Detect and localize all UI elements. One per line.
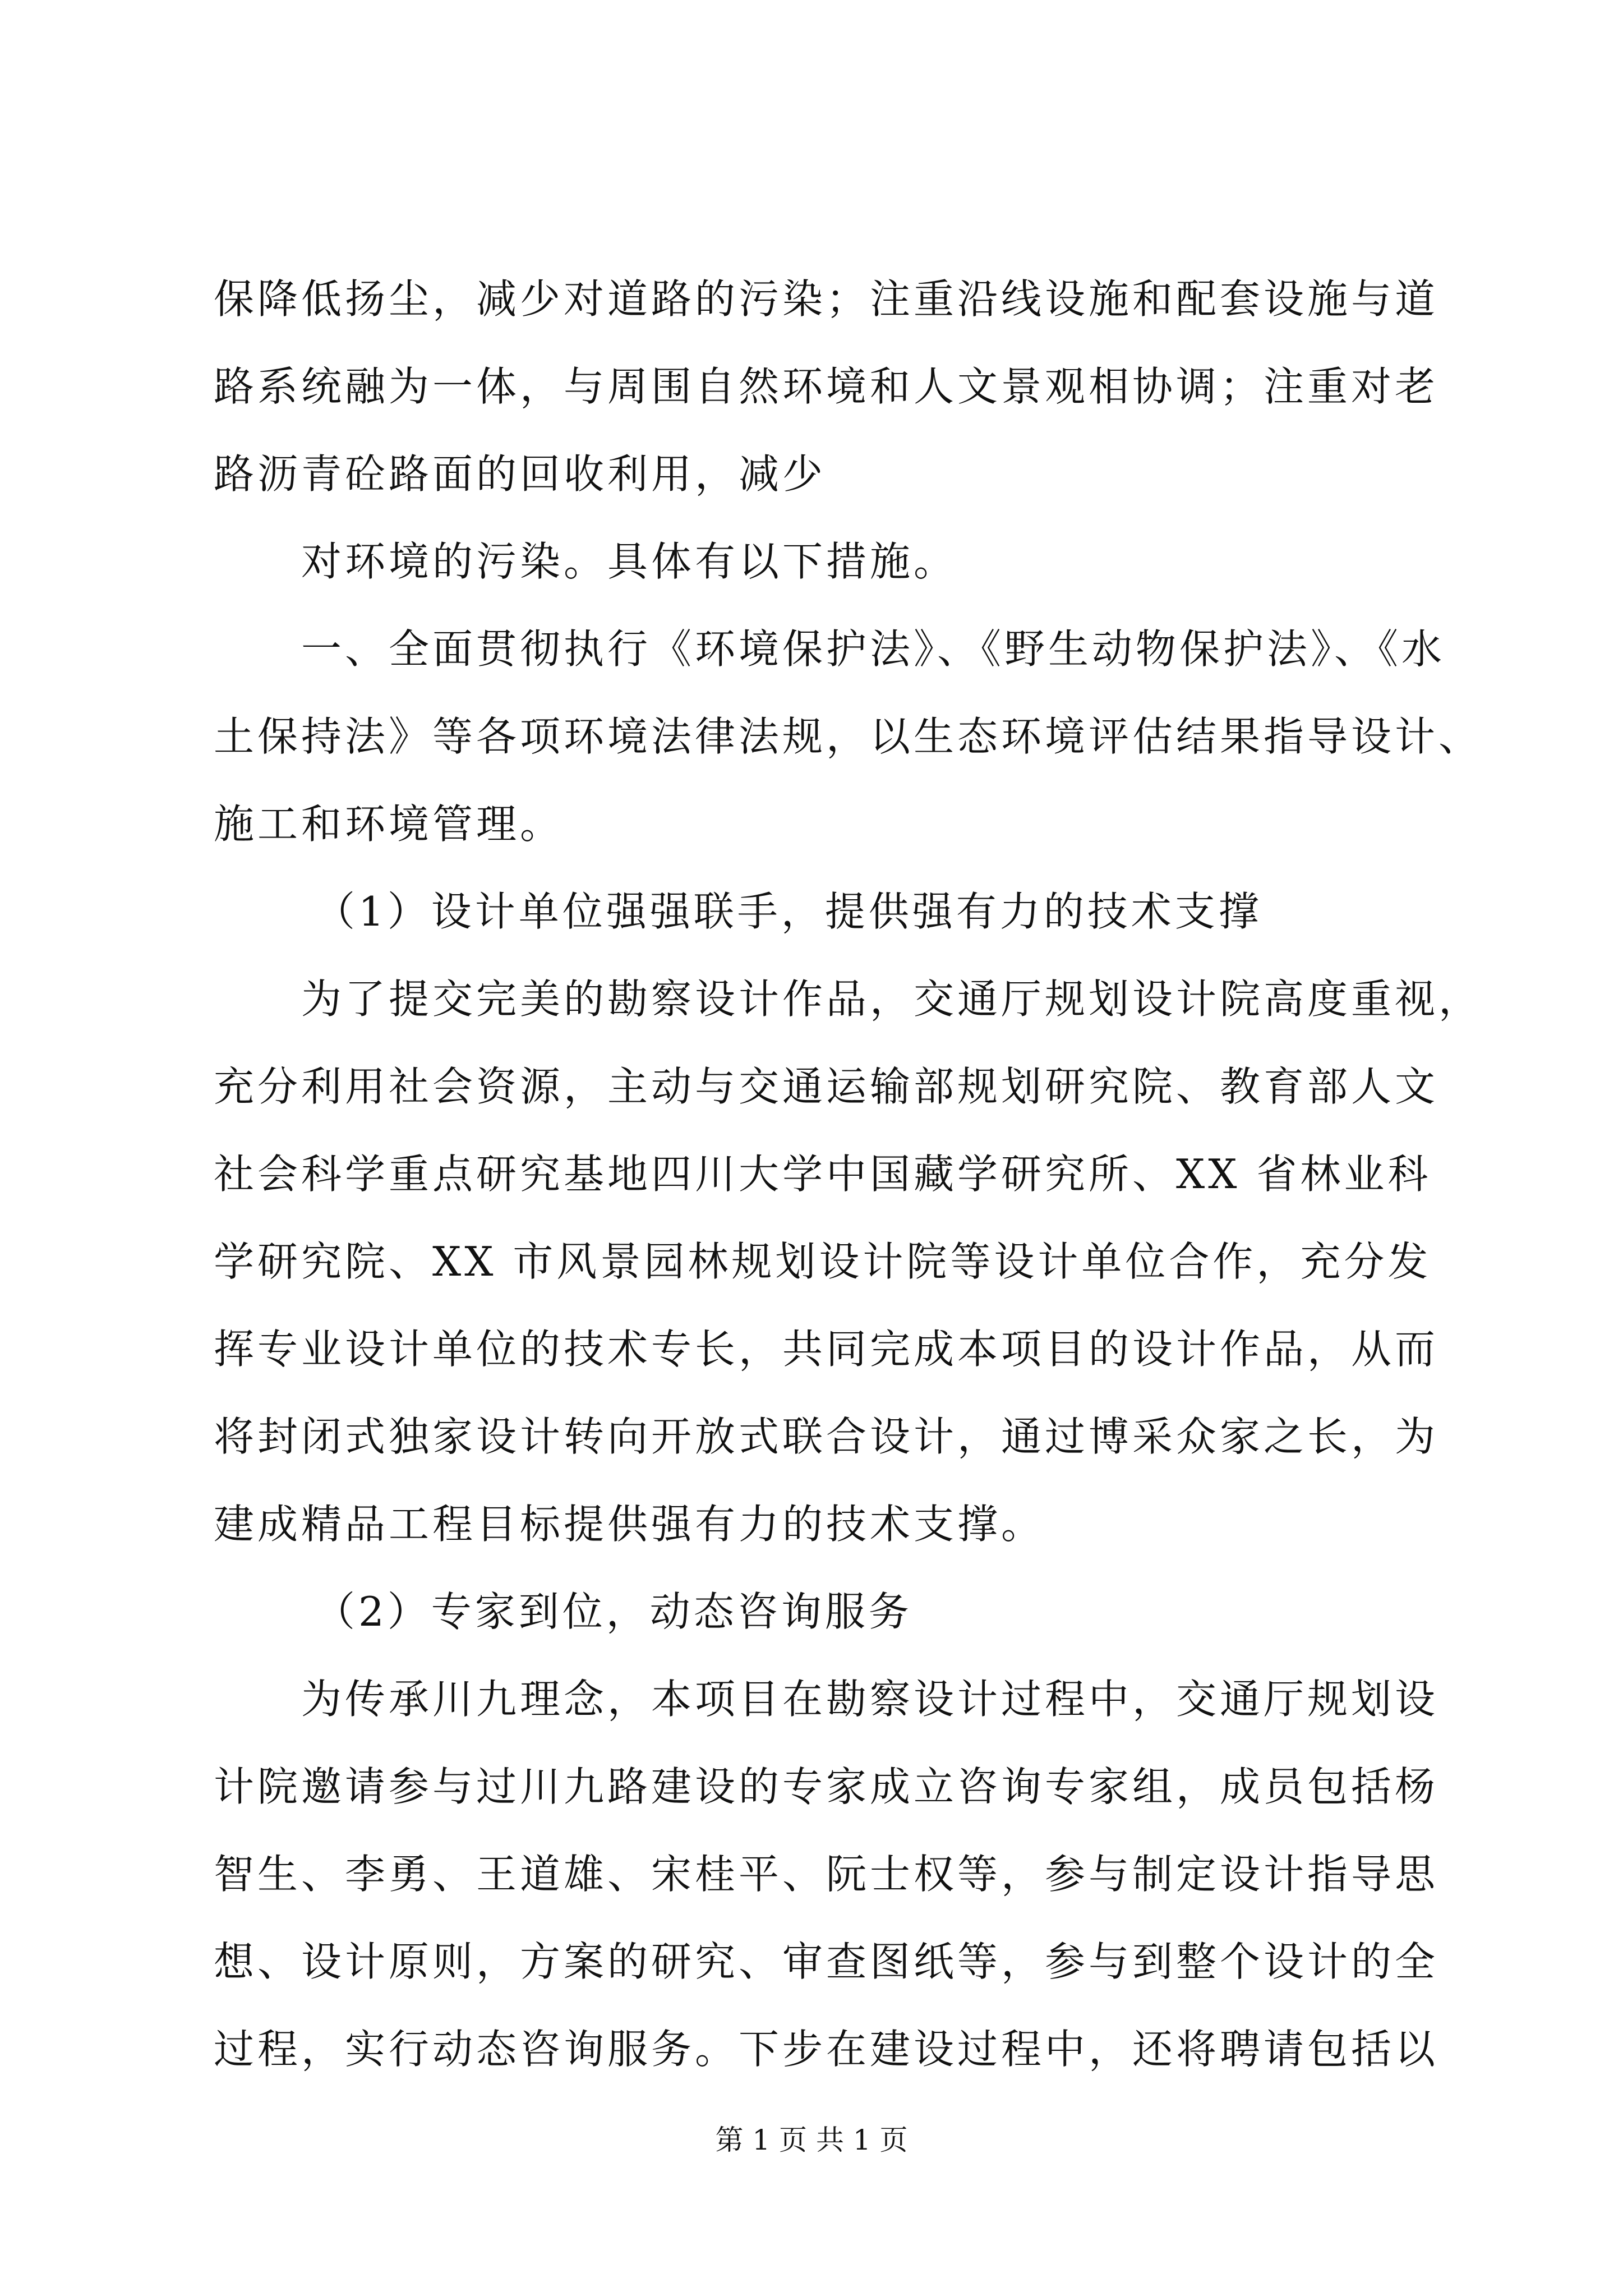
text-line: 过程，实行动态咨询服务。下步在建设过程中，还将聘请包括以 <box>214 2026 1439 2073</box>
subheading-2: （2）专家到位，动态咨询服务 <box>315 1588 912 1635</box>
paragraph-first-line: 为了提交完美的勘察设计作品，交通厅规划设计院高度重视， <box>301 976 1483 1023</box>
text-line: 挥专业设计单位的技术专长，共同完成本项目的设计作品，从而 <box>214 1326 1439 1373</box>
text-line: 保降低扬尘，减少对道路的污染；注重沿线设施和配套设施与道 <box>214 275 1439 323</box>
paragraph-first-line: 为传承川九理念，本项目在勘察设计过程中，交通厅规划设 <box>301 1676 1439 1723</box>
text-line: 将封闭式独家设计转向开放式联合设计，通过博采众家之长，为 <box>214 1413 1439 1460</box>
text-line: 路系统融为一体，与周围自然环境和人文景观相协调；注重对老 <box>214 363 1439 410</box>
page-footer <box>0 2120 1623 2160</box>
text-line: 想、设计原则，方案的研究、审查图纸等，参与到整个设计的全 <box>214 1938 1439 1985</box>
text-line: 智生、李勇、王道雄、宋桂平、阮士权等，参与制定设计指导思 <box>214 1851 1439 1898</box>
text-line: 建成精品工程目标提供强有力的技术支撑。 <box>214 1501 1045 1548</box>
text-line: 土保持法》等各项环境法律法规，以生态环境评估结果指导设计、 <box>214 713 1483 760</box>
subheading-1: （1）设计单位强强联手，提供强有力的技术支撑 <box>315 888 1262 935</box>
text-line: 学研究院、XX 市风景园林规划设计院等设计单位合作，充分发 <box>214 1238 1432 1285</box>
text-line: 社会科学重点研究基地四川大学中国藏学研究所、XX 省林业科 <box>214 1151 1432 1198</box>
section-heading-line: 一、全面贯彻执行《环境保护法》、《野生动物保护法》、《水 <box>301 625 1446 673</box>
paragraph-first-line: 对环境的污染。具体有以下措施。 <box>301 538 958 585</box>
text-line: 路沥青砼路面的回收利用，减少 <box>214 450 827 498</box>
text-line: 施工和环境管理。 <box>214 800 564 848</box>
text-line: 充分利用社会资源，主动与交通运输部规划研究院、教育部人文 <box>214 1063 1439 1110</box>
document-body <box>214 255 1483 2093</box>
text-line: 计院邀请参与过川九路建设的专家成立咨询专家组，成员包括杨 <box>214 1763 1439 1810</box>
page-number: 第 1 页 共 1 页 <box>715 2124 908 2156</box>
